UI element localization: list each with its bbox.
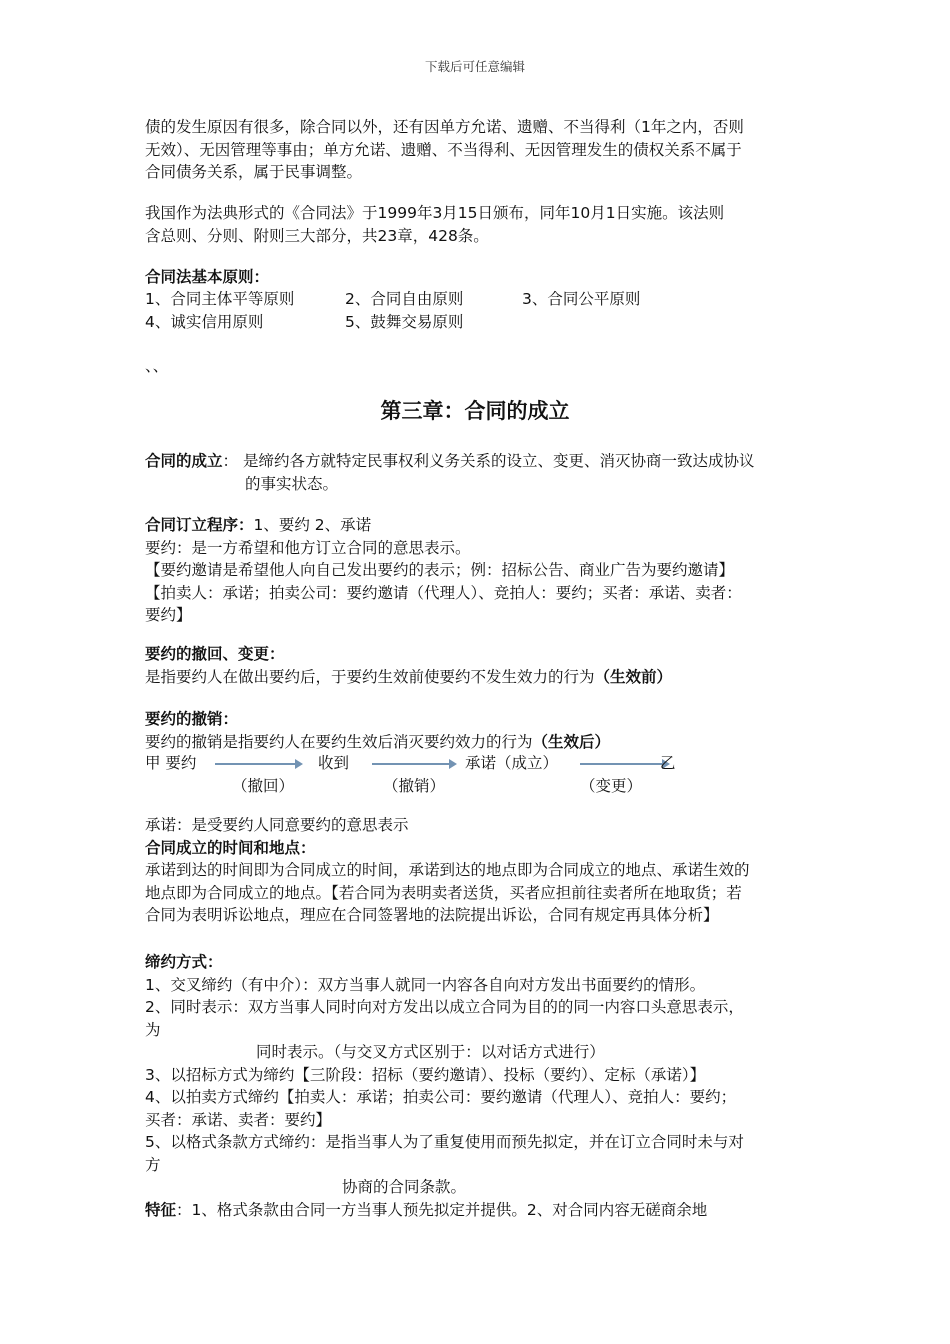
methods-section: 缔约方式： 1、交叉缔约（有中介）：双方当事人就同一内容各自向对方发出书面要约的情形。 2、同时表示：双方当事人同时向对方发出以成立合同为目的的同一内容口头意思表示， 为 同时表示。（与交叉方式区别于：以对话方式进行） 3、以招标方式为缔约【三阶段：招标（要约邀请）、投标（要约）、定标（承诺）】 4、以拍卖方式缔约【拍卖人：承诺；拍卖公司：要约邀请（代理人）、竞拍人：要约； 买者：承诺、卖者：要约】 5、以格式条款方式缔约：是指当事人为了重复使用而预先拟定，并在订立合同时未与对 方 协商的合同条款。 特征：1、格式条款由合同一方当事人预先拟定并提供。2、对合同内容无磋商余地 <box>145 951 810 1221</box>
method-item: 4、以拍卖方式缔约【拍卖人：承诺；拍卖公司：要约邀请（代理人）、竞拍人：要约； <box>145 1088 737 1106</box>
principle-item: 3、合同公平原则 <box>522 290 641 308</box>
procedure-section: 合同订立程序：1、要约 2、承诺 要约：是一方希望和他方订立合同的意思表示。 【要约邀请是希望他人向自己发出要约的表示；例：招标公告、商业广告为要约邀请】 【拍卖人：承诺；拍卖公司：要约邀请（代理人）、竞拍人：要约；买者：承诺、卖者： 要约】 <box>145 514 810 627</box>
revoke-heading: 要约的撤销： <box>145 710 239 728</box>
principle-item: 1、合同主体平等原则 <box>145 290 295 308</box>
formation-term: 合同的成立 <box>145 452 223 470</box>
procedure-heading: 合同订立程序： <box>145 516 254 534</box>
paragraph-debt-causes: 债的发生原因有很多，除合同以外，还有因单方允诺、遗赠、不当得利（1年之内，否则 无效）、无因管理等事由；单方允诺、遗赠、不当得利、无因管理发生的债权关系不属于 合同债务关系，属于民事调整。 <box>145 118 744 181</box>
revoke-section: 要约的撤销： 要约的撤销是指要约人在要约生效后消灭要约效力的行为（生效后） <box>145 708 810 753</box>
method-item: 1、交叉缔约（有中介）：双方当事人就同一内容各自向对方发出书面要约的情形。 <box>145 975 706 994</box>
flow-accept: 承诺（成立） <box>465 754 559 772</box>
method-item: 5、以格式条款方式缔约：是指当事人为了重复使用而预先拟定，并在订立合同时未与对 <box>145 1133 744 1151</box>
flow-arrow <box>215 763 301 765</box>
principles-heading: 合同法基本原则： <box>145 268 270 286</box>
flow-arrow <box>580 763 668 765</box>
principle-item: 2、合同自由原则 <box>345 290 464 308</box>
withdraw-section: 要约的撤回、变更： 是指要约人在做出要约后，于要约生效前使要约不发生效力的行为（生效前） <box>145 643 810 688</box>
flow-start: 甲 要约 <box>145 754 197 772</box>
formation-definition: 合同的成立： 是缔约各方就特定民事权利义务关系的设立、变更、消灭协商一致达成协议 <box>145 452 755 470</box>
time-place-heading: 合同成立的时间和地点： <box>145 838 316 857</box>
features-line: 特征：1、格式条款由合同一方当事人预先拟定并提供。2、对合同内容无磋商余地 <box>145 1200 708 1219</box>
chapter-title: 第三章：合同的成立 <box>380 399 570 423</box>
flow-end: 乙 <box>660 754 676 772</box>
offer-definition: 要约：是一方希望和他方订立合同的意思表示。 <box>145 538 471 557</box>
formation-definition-cont: 的事实状态。 <box>245 475 339 493</box>
principle-item: 4、诚实信用原则 <box>145 313 264 331</box>
flow-label-withdraw: （撤回） <box>232 777 295 795</box>
method-item: 2、同时表示：双方当事人同时向对方发出以成立合同为目的的同一内容口头意思表示， <box>145 998 744 1016</box>
invitation-note: 【要约邀请是希望他人向自己发出要约的表示；例：招标公告、商业广告为要约邀请】 <box>145 561 735 579</box>
flow-label-change: （变更） <box>580 777 643 795</box>
method-item: 3、以招标方式为缔约【三阶段：招标（要约邀请）、投标（要约）、定标（承诺）】 <box>145 1065 706 1084</box>
methods-heading: 缔约方式： <box>145 953 223 971</box>
acceptance-definition: 承诺：是受要约人同意要约的意思表示 <box>145 816 409 834</box>
flow-label-revoke: （撤销） <box>383 777 446 795</box>
paragraph-contract-law: 我国作为法典形式的《合同法》于1999年3月15日颁布，同年10月1日实施。该法则 含总则、分则、附则三大部分，共23章，428条。 <box>145 204 725 245</box>
flow-arrow <box>372 763 455 765</box>
stray-marks: 、、 <box>145 357 169 375</box>
withdraw-heading: 要约的撤回、变更： <box>145 645 285 663</box>
page-header: 下载后可任意编辑 <box>424 59 525 74</box>
acceptance-section: 承诺：是受要约人同意要约的意思表示 合同成立的时间和地点： 承诺到达的时间即为合同成立的时间，承诺到达的地点即为合同成立的地点、承诺生效的 地点即为合同成立的地点。【若合同为表明卖者送货，买者应担前往卖者所在地取货；若 合同为表明诉讼地点，理应在合同签署地的法院提出诉讼，合同有规定再具体分析】 <box>145 814 810 927</box>
principle-item: 5、鼓舞交易原则 <box>345 313 464 331</box>
flow-received: 收到 <box>318 754 350 772</box>
